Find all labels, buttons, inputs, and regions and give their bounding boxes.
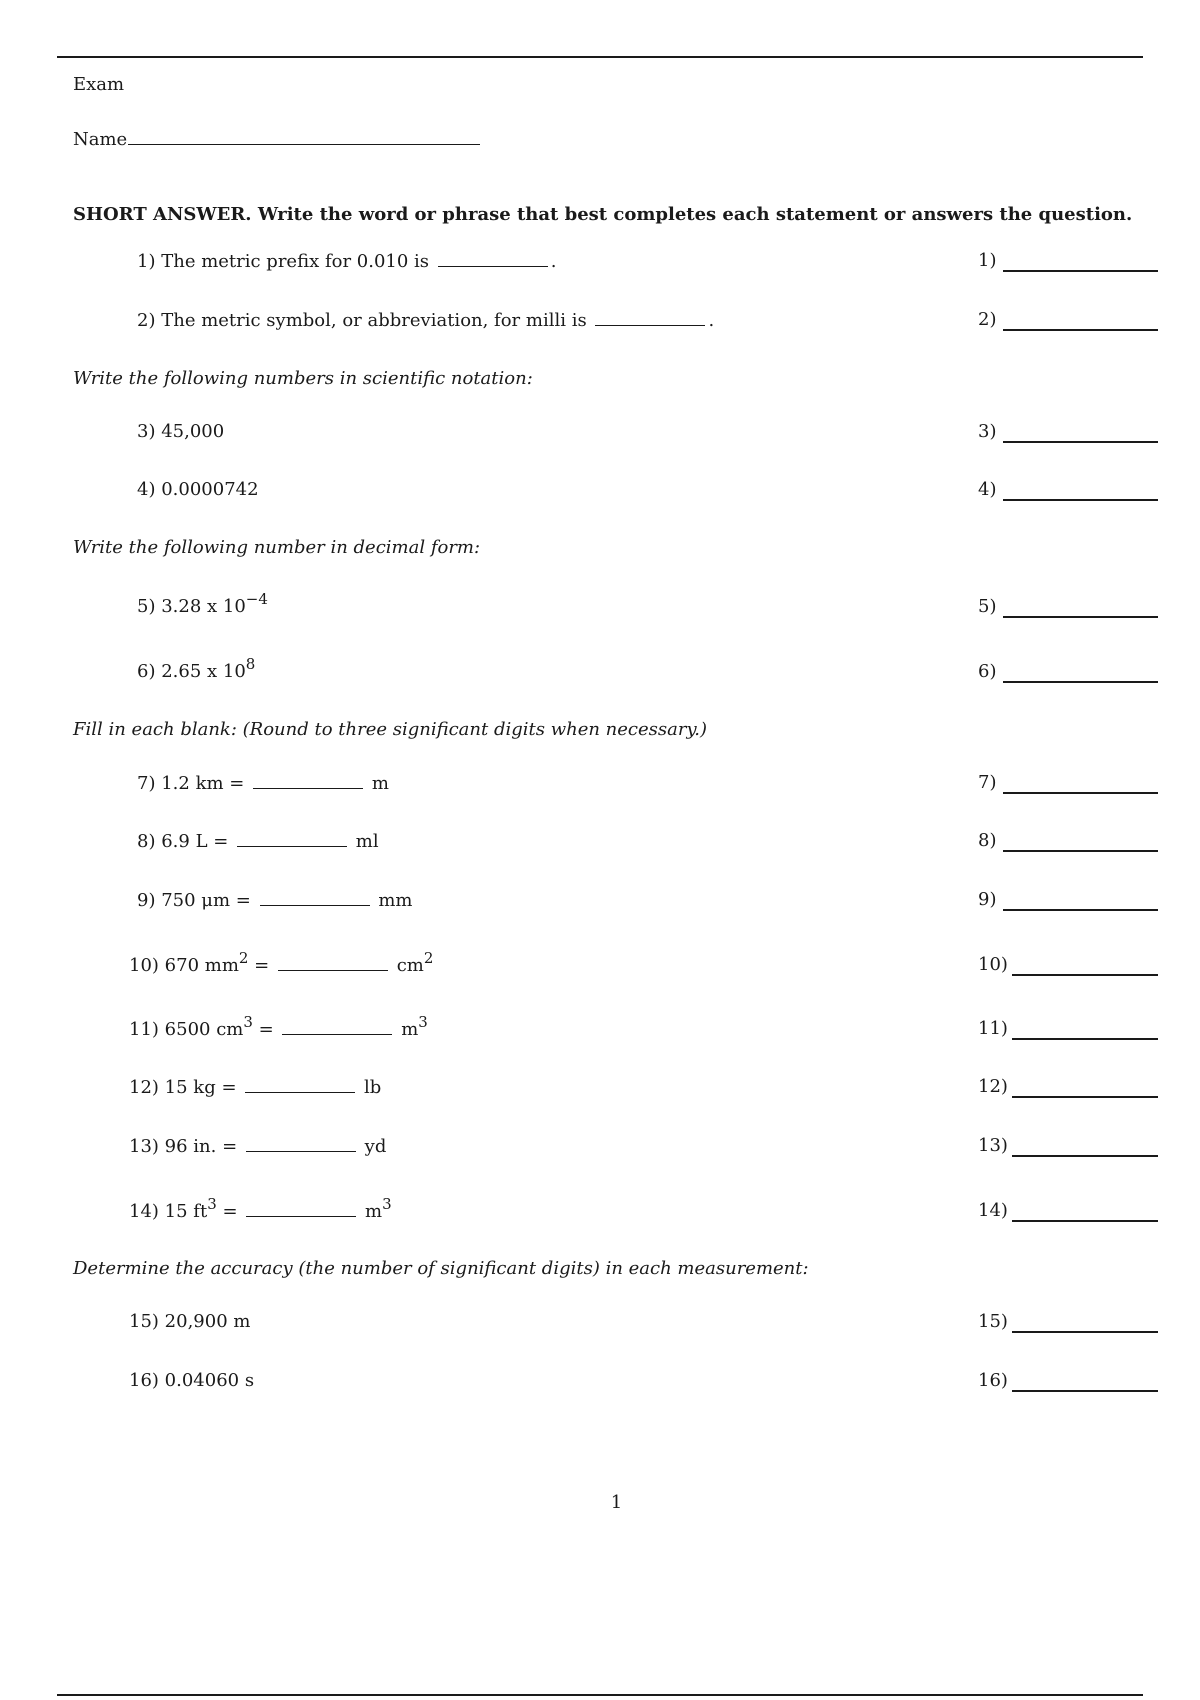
section-accuracy: Determine the accuracy (the number of significant digits) in each measurement: (73, 1258, 809, 1279)
page-number: 1 (610, 1492, 623, 1513)
answer-line-6 (1003, 681, 1158, 683)
inline-blank (260, 889, 370, 906)
answer-number-11: 11) (978, 1018, 1008, 1039)
top-rule (57, 56, 1143, 58)
answer-line-12 (1012, 1096, 1158, 1098)
section-scientific-notation: Write the following numbers in scientific notation: (73, 368, 533, 389)
answer-line-11 (1012, 1038, 1158, 1040)
question-5: 5) 3.28 x $10^{-4}$ (137, 590, 268, 617)
answer-line-7 (1003, 792, 1158, 794)
inline-blank (278, 954, 388, 971)
answer-line-13 (1012, 1155, 1158, 1157)
section-fill-blank: Fill in each blank: (Round to three significant digits when necessary.) (73, 719, 707, 740)
answer-line-4 (1003, 499, 1158, 501)
answer-number-7: 7) (978, 772, 997, 793)
question-15: 15) 20,900 m (129, 1311, 251, 1332)
answer-number-4: 4) (978, 479, 997, 500)
answer-number-6: 6) (978, 661, 997, 682)
question-8: 8) 6.9 L = ml (137, 831, 379, 852)
answer-line-5 (1003, 616, 1158, 618)
answer-number-5: 5) (978, 596, 997, 617)
answer-number-2: 2) (978, 309, 997, 330)
answer-number-16: 16) (978, 1370, 1008, 1391)
name-field (73, 126, 480, 150)
answer-number-13: 13) (978, 1135, 1008, 1156)
answer-line-16 (1012, 1390, 1158, 1392)
answer-number-1: 1) (978, 250, 997, 271)
answer-line-10 (1012, 974, 1158, 976)
answer-number-14: 14) (978, 1200, 1008, 1221)
inline-blank (282, 1018, 392, 1035)
inline-blank (237, 830, 347, 847)
question-1: 1) The metric prefix for 0.010 is . (137, 251, 557, 272)
bottom-rule (57, 1694, 1143, 1696)
answer-number-9: 9) (978, 889, 997, 910)
question-3: 3) 45,000 (137, 421, 225, 442)
exam-label: Exam (73, 74, 125, 95)
name-label: Name (73, 129, 128, 150)
question-12: 12) 15 kg = lb (129, 1077, 382, 1098)
name-blank-line (128, 126, 480, 145)
question-14: 14) 15 $ft^3 = m^3$ (129, 1195, 392, 1222)
question-7: 7) 1.2 km = m (137, 773, 389, 794)
section-decimal-form: Write the following number in decimal form: (73, 537, 481, 558)
answer-number-3: 3) (978, 421, 997, 442)
inline-blank (245, 1076, 355, 1093)
answer-number-12: 12) (978, 1076, 1008, 1097)
answer-number-15: 15) (978, 1311, 1008, 1332)
answer-number-8: 8) (978, 830, 997, 851)
question-11: 11) 6500 $cm^3 = m^3$ (129, 1013, 428, 1040)
question-13: 13) 96 in. = yd (129, 1136, 387, 1157)
answer-line-3 (1003, 441, 1158, 443)
question-4: 4) 0.0000742 (137, 479, 259, 500)
answer-number-10: 10) (978, 954, 1008, 975)
inline-blank (246, 1200, 356, 1217)
answer-line-2 (1003, 329, 1158, 331)
answer-line-15 (1012, 1331, 1158, 1333)
inline-blank (246, 1135, 356, 1152)
inline-blank (595, 309, 705, 326)
question-2: 2) The metric symbol, or abbreviation, for milli is . (137, 310, 715, 331)
inline-blank (438, 250, 548, 267)
question-10: 10) 670 $mm^2 = cm^2$ (129, 949, 434, 976)
answer-line-14 (1012, 1220, 1158, 1222)
inline-blank (253, 772, 363, 789)
question-9: 9) 750 μm = mm (137, 890, 413, 911)
question-6: 6) 2.65 x $10^8$ (137, 655, 256, 682)
answer-line-1 (1003, 270, 1158, 272)
instructions: SHORT ANSWER. Write the word or phrase that best completes each statement or answers the question. (73, 204, 1133, 225)
answer-line-9 (1003, 909, 1158, 911)
question-16: 16) 0.04060 s (129, 1370, 255, 1391)
answer-line-8 (1003, 850, 1158, 852)
